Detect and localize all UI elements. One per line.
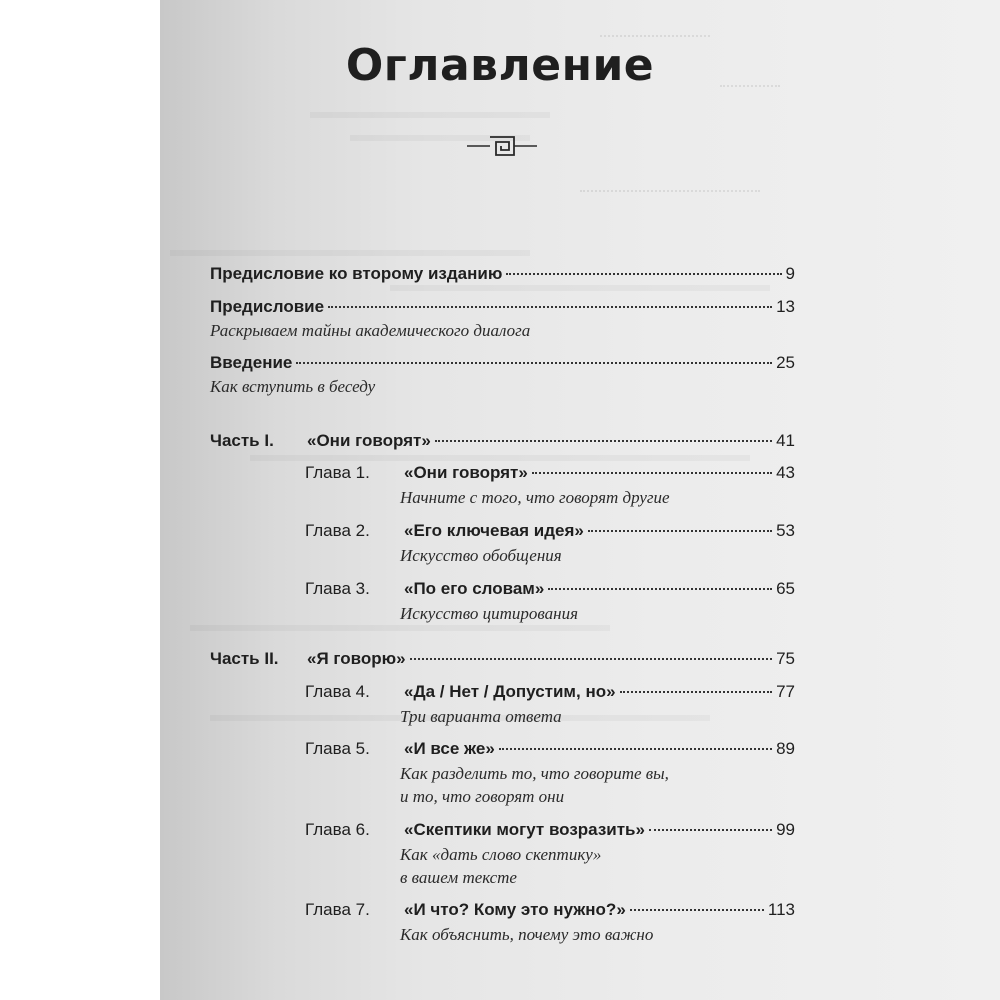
page-number: 53	[776, 521, 795, 540]
dot-leader	[588, 530, 772, 532]
dot-leader	[649, 829, 772, 831]
toc-chapter-7[interactable]	[305, 900, 795, 920]
bleed-through-mark	[390, 285, 770, 291]
dot-leader	[499, 748, 772, 750]
page-number: 41	[776, 431, 795, 450]
dot-leader	[506, 273, 781, 275]
toc-chapter-1[interactable]	[305, 463, 795, 483]
chapter-title: «Скептики могут возразить»	[404, 820, 645, 839]
chapter-number: Глава 7.	[305, 900, 370, 919]
chapter-number: Глава 2.	[305, 521, 370, 540]
chapter-subtitle: Как «дать слово скептику»	[400, 845, 602, 864]
chapter-title: «Его ключевая идея»	[404, 521, 584, 540]
page-number: 9	[785, 264, 795, 283]
part-title: «Они говорят»	[307, 431, 431, 450]
greek-key-ornament-icon	[467, 135, 537, 157]
entry-title: Предисловие	[210, 297, 325, 316]
bleed-through-mark	[170, 250, 530, 256]
page-number: 43	[776, 463, 795, 482]
chapter-number: Глава 4.	[305, 682, 370, 701]
scan-border	[0, 0, 160, 1000]
part-title: «Я говорю»	[307, 649, 406, 668]
chapter-number: Глава 6.	[305, 820, 370, 839]
dot-leader	[630, 909, 764, 911]
page-number: 13	[776, 297, 795, 316]
entry-subtitle: Раскрываем тайны академического диалога	[210, 321, 531, 340]
page-number: 77	[776, 682, 795, 701]
chapter-subtitle-line-2: и то, что говорят они	[400, 787, 565, 806]
chapter-title: «И что? Кому это нужно?»	[404, 900, 626, 919]
chapter-title: «По его словам»	[404, 579, 545, 598]
chapter-subtitle: Искусство цитирования	[400, 604, 578, 623]
toc-chapter-4[interactable]	[305, 682, 795, 702]
page-number: 25	[776, 353, 795, 372]
chapter-title: «И все же»	[404, 739, 495, 758]
toc-part-1[interactable]	[210, 431, 795, 451]
bleed-through-mark	[580, 190, 760, 192]
dot-leader	[532, 472, 772, 474]
chapter-subtitle: Начните с того, что говорят другие	[400, 488, 670, 507]
entry-subtitle: Как вступить в беседу	[210, 377, 376, 396]
chapter-title: «Они говорят»	[404, 463, 528, 482]
dot-leader	[410, 658, 772, 660]
page-number: 113	[767, 900, 795, 919]
toc-chapter-3[interactable]	[305, 579, 795, 599]
toc-part-2[interactable]	[210, 649, 795, 669]
chapter-subtitle: Искусство обобщения	[400, 546, 562, 565]
chapter-number: Глава 1.	[305, 463, 370, 482]
toc-chapter-6[interactable]	[305, 820, 795, 840]
toc-chapter-5[interactable]	[305, 739, 795, 759]
entry-title: Предисловие ко второму изданию	[210, 264, 503, 283]
page-number: 65	[776, 579, 795, 598]
dot-leader	[435, 440, 772, 442]
chapter-number: Глава 3.	[305, 579, 370, 598]
part-number: Часть II.	[210, 649, 279, 668]
page-number: 99	[776, 820, 795, 839]
page-number: 89	[776, 739, 795, 758]
entry-title: Введение	[210, 353, 293, 372]
chapter-title: «Да / Нет / Допустим, но»	[404, 682, 616, 701]
bleed-through-mark	[190, 625, 610, 631]
toc-entry-preface[interactable]	[210, 297, 795, 317]
toc-entry-introduction[interactable]	[210, 353, 795, 373]
chapter-number: Глава 5.	[305, 739, 370, 758]
toc-entry-preface-second-edition[interactable]	[210, 264, 795, 284]
dot-leader	[296, 362, 772, 364]
toc-chapter-2[interactable]	[305, 521, 795, 541]
bleed-through-mark	[250, 455, 750, 461]
dot-leader	[620, 691, 773, 693]
bleed-through-mark	[600, 35, 710, 37]
dot-leader	[328, 306, 772, 308]
chapter-subtitle: Как разделить то, что говорите вы,	[400, 764, 669, 783]
page-title: Оглавление	[345, 40, 655, 91]
part-number: Часть I.	[210, 431, 274, 450]
chapter-subtitle: Как объяснить, почему это важно	[400, 925, 654, 944]
chapter-subtitle: Три варианта ответа	[400, 707, 562, 726]
dot-leader	[548, 588, 772, 590]
page-number: 75	[776, 649, 795, 668]
chapter-subtitle-line-2: в вашем тексте	[400, 868, 517, 887]
bleed-through-mark	[310, 112, 550, 118]
